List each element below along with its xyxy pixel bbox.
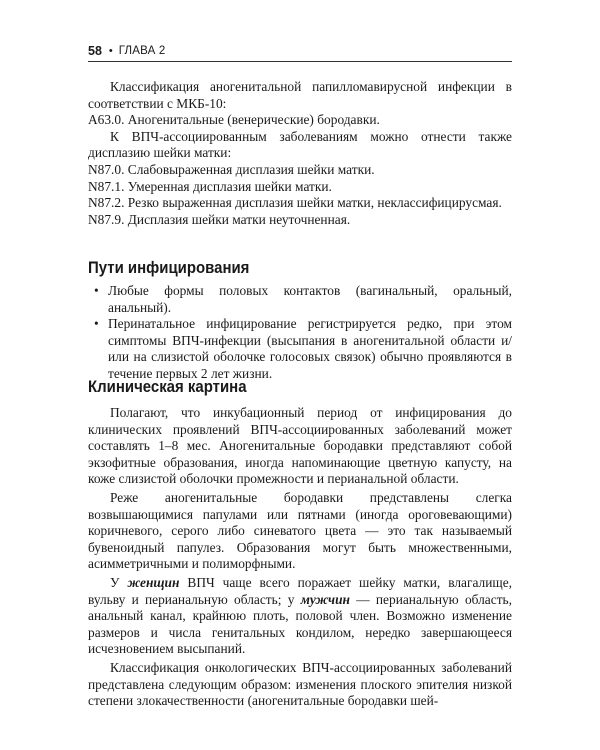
classification-intro: Классификация аногенитальной папилломавирусной инфекции в соответствии с МКБ-10: [88,79,512,111]
code-n87-0: N87.0. Слабовыраженная дисплазия шейки матки. [88,161,375,177]
header-rule [88,61,512,62]
emphasis-women: женщин [127,574,180,590]
code-n87-2: N87.2. Резко выраженная дисплазия шейки матки, неклассифицирусмая. [88,195,502,211]
section-heading-infection-routes: Пути инфицирования [88,258,250,277]
code-a63: A63.0. Аногенитальные (венерические) бородавки. [88,112,380,128]
list-item [88,283,512,316]
emphasis-men: мужчин [300,591,350,607]
text-segment: У [110,574,128,590]
bullet-icon: • [94,283,99,298]
text-segment: — перианальную область, анальный канал, крайнюю плоть, половой член. Возможно изменение размеров и числа генитальных кондилом, нередко завершающееся исчезновением высыпаний. [88,591,513,657]
clinical-picture-block [88,405,512,712]
classification-block [88,79,512,228]
infection-routes-list-block [88,283,512,383]
paragraph-oncology-classification: Классификация онкологических ВПЧ-ассоциированных заболеваний представлена следующим образом: изменения плоского эпителия низкой степени злокачественности (аногенитальные бородавки шей- [88,659,512,709]
paragraph-localization [88,575,512,658]
running-head [88,44,512,58]
list-item-text: Любые формы половых контактов (вагинальный, оральный, анальный). [108,283,512,315]
page-number: 58 [88,44,102,58]
chapter-title: ГЛАВА 2 [118,45,166,57]
list-item [88,316,512,382]
code-n87-9: N87.9. Дисплазия шейки матки неуточненная. [88,211,351,227]
code-n87-1: N87.1. Умеренная дисплазия шейки матки. [88,178,332,194]
text-segment: ВПЧ чаще всего поражает шейку матки, влагалище, вульву и перианальную область; у [88,574,512,607]
list-item-text: Перинатальное инфицирование регистрируется редко, при этом симптомы ВПЧ-инфекции (высыпания в аногенитальной области и/или на слизистой оболочке голосовых связок) обычно проявляются в течение первых 2 лет жизни. [108,316,512,381]
bullet-separator: • [108,45,113,57]
paragraph-incubation: Полагают, что инкубационный период от инфицирования до клинических проявлений ВПЧ-ассоциированных заболеваний может составлять 1–8 мес. Аногенитальные бородавки представляют собой экзофитные образования, иногда напоминающие цветную капусту, на коже слизистой оболочки промежности и перианальной области. [88,405,512,487]
bullet-icon: • [94,316,99,332]
infection-routes-list [88,283,512,383]
section-heading-clinical-picture: Клиническая картина [88,377,247,396]
hpv-related-paragraph: К ВПЧ-ассоциированным заболеваниям можно отнести также дисплазию шейки матки: [88,128,512,161]
paragraph-papules: Реже аногенитальные бородавки представлены слегка возвышающимися папулами или пятнами (иногда ороговевающими) коричневого, серого либо синеватого цвета — это так называемый бувеноидный папулез. Образования могут быть множественными, асимметричными и полиморфными. [88,489,512,572]
